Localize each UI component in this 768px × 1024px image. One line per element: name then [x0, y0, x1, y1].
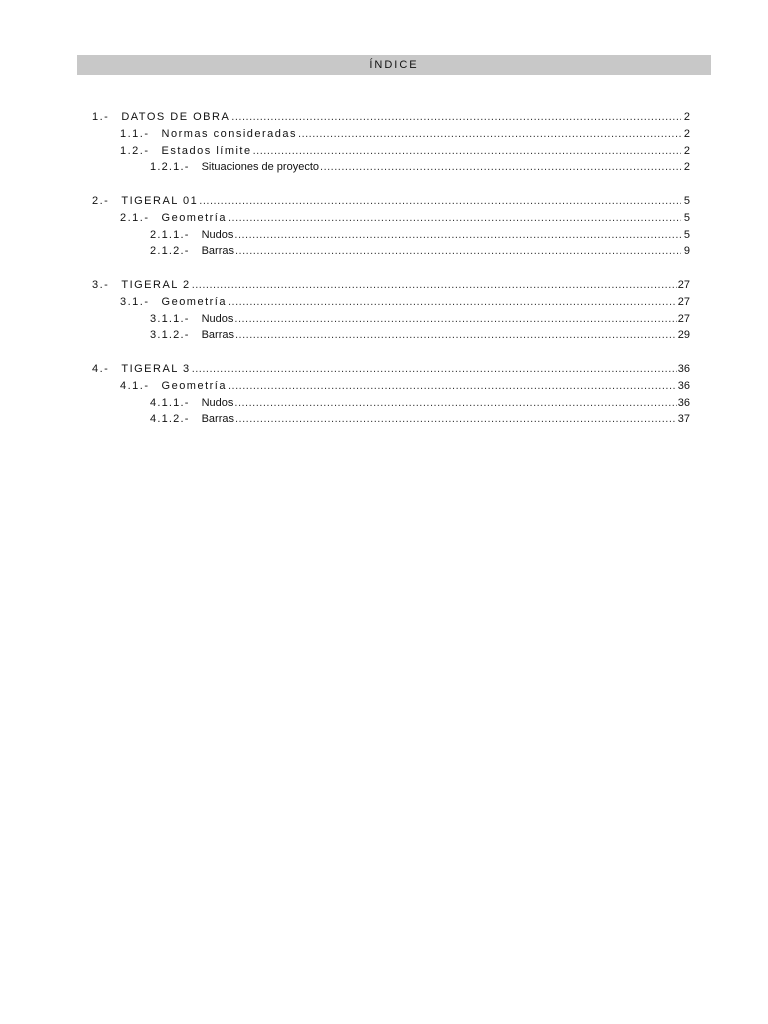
- toc-number: 4.1.-: [120, 379, 150, 392]
- toc-entry-1[interactable]: [92, 109, 690, 126]
- toc-page-number: 2: [683, 127, 690, 140]
- toc-leader-dots: [298, 126, 681, 143]
- toc-leader-dots: [320, 159, 681, 176]
- toc-entry-2-1-1[interactable]: [92, 227, 690, 244]
- toc-label: Nudos: [201, 312, 234, 325]
- toc-label: Estados límite: [161, 144, 252, 157]
- toc-label: TIGERAL 3: [121, 362, 191, 375]
- toc-number: 1.2.-: [120, 144, 150, 157]
- toc-entry-4-1-1[interactable]: [92, 395, 690, 412]
- toc-page-number: 36: [677, 362, 690, 375]
- toc-label: Barras: [201, 413, 234, 426]
- toc-page-number: 5: [683, 194, 690, 207]
- toc-entry-4-1-2[interactable]: [92, 411, 690, 428]
- toc-page-number: 36: [677, 379, 690, 392]
- toc-number: 2.1.-: [120, 211, 150, 224]
- toc-number: 1.2.1.-: [150, 161, 190, 174]
- toc-page-number: 37: [677, 413, 690, 426]
- toc-leader-dots: [231, 109, 681, 126]
- toc-entry-1-1[interactable]: [92, 126, 690, 143]
- toc-leader-dots: [199, 193, 681, 210]
- toc-number: 4.1.2.-: [150, 413, 190, 426]
- toc-entry-4[interactable]: [92, 361, 690, 378]
- toc-leader-dots: [228, 378, 677, 395]
- toc-label: TIGERAL 2: [121, 278, 191, 291]
- toc-number: 1.1.-: [120, 127, 150, 140]
- toc-number: 3.1.2.-: [150, 329, 190, 342]
- index-title-bar: [77, 55, 711, 75]
- toc-label: Barras: [201, 245, 234, 258]
- toc-number: 3.1.-: [120, 295, 150, 308]
- toc-leader-dots: [192, 277, 677, 294]
- toc-page-number: 27: [677, 312, 690, 325]
- toc-page-number: 29: [677, 329, 690, 342]
- toc-label: Geometría: [161, 379, 227, 392]
- toc-entry-4-1[interactable]: [92, 378, 690, 395]
- toc-entry-1-2[interactable]: [92, 143, 690, 160]
- toc-number: 4.1.1.-: [150, 396, 190, 409]
- toc-entry-2-1[interactable]: [92, 210, 690, 227]
- toc-number: 1.-: [92, 111, 110, 123]
- toc-number: 3.-: [92, 278, 110, 291]
- toc-page-number: 2: [683, 161, 690, 174]
- toc-page-number: 9: [683, 245, 690, 258]
- toc-label: Geometría: [161, 211, 227, 224]
- toc-number: 2.1.1.-: [150, 228, 190, 241]
- toc-page-number: 36: [677, 396, 690, 409]
- toc-entry-3-1-2[interactable]: [92, 327, 690, 344]
- toc-page-number: 5: [683, 228, 690, 241]
- toc-number: 4.-: [92, 362, 110, 375]
- toc-page-number: 27: [677, 295, 690, 308]
- toc-entry-3-1-1[interactable]: [92, 311, 690, 328]
- toc-entry-2[interactable]: [92, 193, 690, 210]
- toc-label: DATOS DE OBRA: [121, 111, 231, 123]
- toc-leader-dots: [228, 210, 681, 227]
- section-gap: [92, 260, 690, 277]
- toc-entry-1-2-1[interactable]: [92, 159, 690, 176]
- toc-leader-dots: [253, 143, 681, 160]
- toc-leader-dots: [228, 294, 677, 311]
- toc-leader-dots: [235, 327, 677, 344]
- toc-number: 2.1.2.-: [150, 245, 190, 258]
- toc-page-number: 2: [683, 111, 690, 123]
- table-of-contents: [92, 109, 690, 428]
- toc-label: Nudos: [201, 228, 234, 241]
- toc-leader-dots: [235, 243, 681, 260]
- toc-label: Normas consideradas: [161, 127, 298, 140]
- toc-page-number: 5: [683, 211, 690, 224]
- toc-leader-dots: [192, 361, 677, 378]
- toc-label: TIGERAL 01: [121, 194, 199, 207]
- toc-label: Geometría: [161, 295, 227, 308]
- toc-page-number: 2: [683, 144, 690, 157]
- toc-entry-3-1[interactable]: [92, 294, 690, 311]
- toc-entry-2-1-2[interactable]: [92, 243, 690, 260]
- toc-leader-dots: [235, 411, 677, 428]
- section-gap: [92, 344, 690, 361]
- toc-leader-dots: [234, 395, 676, 412]
- toc-page-number: 27: [677, 278, 690, 291]
- toc-label: Barras: [201, 329, 234, 342]
- page-title: ÍNDICE: [369, 59, 419, 71]
- toc-number: 3.1.1.-: [150, 312, 190, 325]
- toc-leader-dots: [234, 311, 676, 328]
- toc-number: 2.-: [92, 194, 110, 207]
- toc-entry-3[interactable]: [92, 277, 690, 294]
- toc-leader-dots: [234, 227, 681, 244]
- section-gap: [92, 176, 690, 193]
- toc-label: Nudos: [201, 396, 234, 409]
- toc-label: Situaciones de proyecto: [201, 161, 320, 174]
